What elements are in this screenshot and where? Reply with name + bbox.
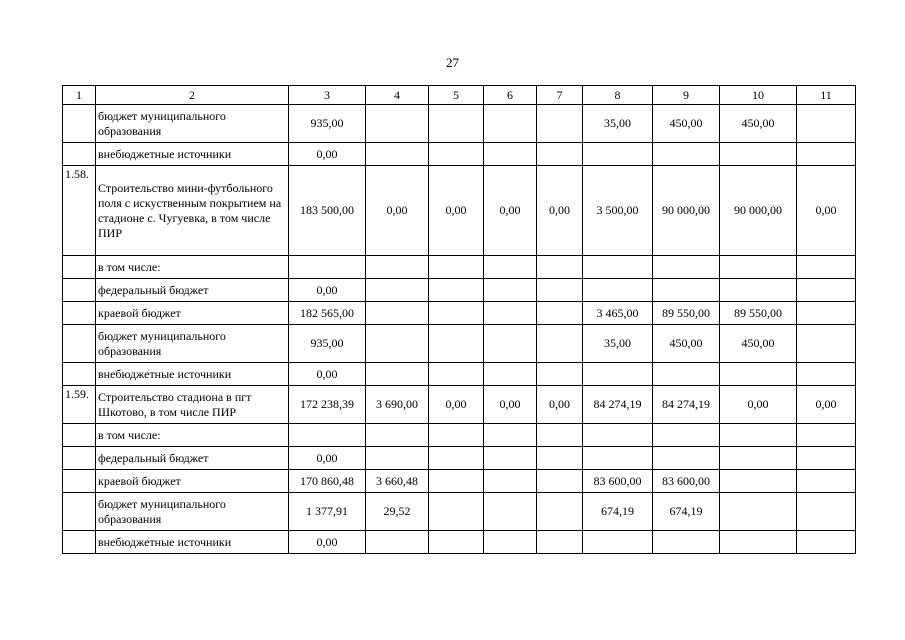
table-cell: [583, 279, 653, 302]
table-cell: [537, 279, 583, 302]
table-cell: 3 500,00: [583, 166, 653, 256]
table-row: [63, 386, 856, 424]
table-row: [63, 363, 856, 386]
table-cell: [484, 302, 537, 325]
table-cell: 450,00: [653, 325, 720, 363]
table-cell: [289, 424, 366, 447]
table-cell: [537, 363, 583, 386]
table-row: [63, 531, 856, 554]
table-cell: 182 565,00: [289, 302, 366, 325]
table-cell: 0,00: [797, 166, 856, 256]
row-description-cell: внебюджетные источники: [96, 143, 289, 166]
table-cell: [484, 105, 537, 143]
row-index-cell: [63, 424, 96, 447]
table-cell: 0,00: [537, 166, 583, 256]
table-cell: [720, 279, 797, 302]
row-description-cell: федеральный бюджет: [96, 279, 289, 302]
row-description-cell: в том числе:: [96, 424, 289, 447]
table-cell: 0,00: [289, 143, 366, 166]
column-header: 10: [720, 86, 797, 105]
table-cell: 0,00: [289, 447, 366, 470]
table-cell: [366, 302, 429, 325]
table-cell: [366, 256, 429, 279]
table-cell: [583, 447, 653, 470]
table-cell: [583, 143, 653, 166]
column-header: 4: [366, 86, 429, 105]
table-cell: [653, 256, 720, 279]
table-cell: 3 465,00: [583, 302, 653, 325]
row-index-cell: [63, 531, 96, 554]
table-cell: [583, 531, 653, 554]
table-cell: 935,00: [289, 325, 366, 363]
table-cell: [429, 531, 484, 554]
column-header: 5: [429, 86, 484, 105]
table-cell: [484, 325, 537, 363]
table-cell: 0,00: [429, 386, 484, 424]
table-cell: 450,00: [720, 105, 797, 143]
table-row: [63, 325, 856, 363]
column-header: 8: [583, 86, 653, 105]
table-cell: [720, 256, 797, 279]
row-index-cell: [63, 302, 96, 325]
column-header: 7: [537, 86, 583, 105]
table-cell: 0,00: [289, 279, 366, 302]
table-cell: [429, 424, 484, 447]
table-cell: [484, 256, 537, 279]
row-description-cell: внебюджетные источники: [96, 363, 289, 386]
column-header: 3: [289, 86, 366, 105]
column-header: 1: [63, 86, 96, 105]
table-row: [63, 447, 856, 470]
row-description-cell: бюджет муниципального образования: [96, 105, 289, 143]
table-cell: [537, 447, 583, 470]
table-cell: [797, 493, 856, 531]
table-row: [63, 302, 856, 325]
row-description-cell: федеральный бюджет: [96, 447, 289, 470]
table-cell: [797, 531, 856, 554]
table-cell: [366, 325, 429, 363]
table-cell: [537, 470, 583, 493]
table-cell: [797, 302, 856, 325]
row-description-cell: бюджет муниципального образования: [96, 493, 289, 531]
table-cell: 35,00: [583, 325, 653, 363]
table-cell: [366, 279, 429, 302]
table-cell: [653, 447, 720, 470]
table-cell: [484, 470, 537, 493]
table-row: [63, 143, 856, 166]
table-cell: [720, 531, 797, 554]
table-cell: [797, 256, 856, 279]
table-cell: 0,00: [484, 166, 537, 256]
table-cell: 84 274,19: [653, 386, 720, 424]
table-cell: [537, 256, 583, 279]
row-description-cell: в том числе:: [96, 256, 289, 279]
table-cell: [797, 143, 856, 166]
table-cell: [484, 363, 537, 386]
table-cell: 3 690,00: [366, 386, 429, 424]
table-cell: 183 500,00: [289, 166, 366, 256]
table-cell: [797, 105, 856, 143]
table-cell: [797, 470, 856, 493]
table-cell: 89 550,00: [720, 302, 797, 325]
table-cell: [429, 143, 484, 166]
row-index-cell: [63, 105, 96, 143]
table-cell: [720, 447, 797, 470]
table-cell: [429, 363, 484, 386]
column-header: 9: [653, 86, 720, 105]
table-row: [63, 256, 856, 279]
table-cell: [583, 363, 653, 386]
budget-table: [62, 85, 856, 554]
table-cell: [537, 325, 583, 363]
table-cell: [720, 363, 797, 386]
table-cell: [583, 424, 653, 447]
row-index-cell: [63, 493, 96, 531]
column-header: 6: [484, 86, 537, 105]
table-cell: 0,00: [289, 363, 366, 386]
table-cell: [720, 143, 797, 166]
table-cell: [484, 279, 537, 302]
row-description-cell: Строительство стадиона в пгт Шкотово, в том числе ПИР: [96, 386, 289, 424]
table-cell: [429, 279, 484, 302]
table-cell: 84 274,19: [583, 386, 653, 424]
table-row: [63, 424, 856, 447]
table-cell: [653, 424, 720, 447]
table-cell: [484, 493, 537, 531]
row-index-cell: 1.58.: [63, 166, 96, 256]
table-cell: 89 550,00: [653, 302, 720, 325]
table-cell: [797, 279, 856, 302]
table-cell: 0,00: [289, 531, 366, 554]
table-cell: [653, 279, 720, 302]
table-cell: [720, 470, 797, 493]
table-cell: [289, 256, 366, 279]
table-cell: 674,19: [583, 493, 653, 531]
table-cell: [366, 531, 429, 554]
column-header: 11: [797, 86, 856, 105]
table-row: [63, 279, 856, 302]
table-cell: [429, 302, 484, 325]
table-cell: [366, 424, 429, 447]
table-cell: [537, 424, 583, 447]
table-cell: [653, 531, 720, 554]
table-cell: [484, 424, 537, 447]
table-cell: [429, 105, 484, 143]
table-cell: [797, 325, 856, 363]
table-cell: 0,00: [366, 166, 429, 256]
table-cell: 90 000,00: [720, 166, 797, 256]
table-cell: [720, 424, 797, 447]
table-cell: [429, 325, 484, 363]
row-index-cell: [63, 363, 96, 386]
table-cell: [366, 143, 429, 166]
table-cell: [366, 363, 429, 386]
row-description-cell: внебюджетные источники: [96, 531, 289, 554]
table-cell: [797, 447, 856, 470]
table-cell: [484, 531, 537, 554]
row-description-cell: краевой бюджет: [96, 302, 289, 325]
table-cell: [797, 424, 856, 447]
row-index-cell: [63, 143, 96, 166]
table-header-row: [63, 86, 856, 105]
table-cell: [429, 493, 484, 531]
table-cell: 935,00: [289, 105, 366, 143]
table-cell: [429, 256, 484, 279]
row-index-cell: [63, 470, 96, 493]
table-cell: [429, 470, 484, 493]
table-cell: [537, 302, 583, 325]
table-cell: 90 000,00: [653, 166, 720, 256]
page-number: 27: [446, 55, 459, 70]
table-cell: 83 600,00: [583, 470, 653, 493]
table-cell: 0,00: [429, 166, 484, 256]
table-cell: 170 860,48: [289, 470, 366, 493]
table-cell: [653, 363, 720, 386]
table-cell: 0,00: [797, 386, 856, 424]
table-row: [63, 470, 856, 493]
table-cell: 0,00: [720, 386, 797, 424]
row-index-cell: [63, 279, 96, 302]
table-cell: [537, 493, 583, 531]
table-cell: 450,00: [720, 325, 797, 363]
table-cell: [484, 143, 537, 166]
row-index-cell: 1.59.: [63, 386, 96, 424]
row-description-cell: краевой бюджет: [96, 470, 289, 493]
table-cell: [537, 105, 583, 143]
table-cell: 83 600,00: [653, 470, 720, 493]
table-row: [63, 105, 856, 143]
table-cell: [366, 105, 429, 143]
row-index-cell: [63, 447, 96, 470]
table-cell: 172 238,39: [289, 386, 366, 424]
table-cell: 3 660,48: [366, 470, 429, 493]
column-header: 2: [96, 86, 289, 105]
row-index-cell: [63, 256, 96, 279]
table-row: [63, 493, 856, 531]
table-cell: [484, 447, 537, 470]
table-cell: 0,00: [484, 386, 537, 424]
table-cell: [537, 143, 583, 166]
table-cell: 0,00: [537, 386, 583, 424]
table-cell: [720, 493, 797, 531]
table-cell: [366, 447, 429, 470]
table-cell: 35,00: [583, 105, 653, 143]
table-cell: [797, 363, 856, 386]
table-cell: 674,19: [653, 493, 720, 531]
table-cell: [653, 143, 720, 166]
table-cell: 450,00: [653, 105, 720, 143]
row-description-cell: бюджет муниципального образования: [96, 325, 289, 363]
table-cell: [583, 256, 653, 279]
row-description-cell: Строительство мини-футбольного поля с искуственным покрытием на стадионе с. Чугуевка, в том числе ПИР: [96, 166, 289, 256]
table-row: [63, 166, 856, 256]
table-cell: [429, 447, 484, 470]
row-index-cell: [63, 325, 96, 363]
table-cell: 1 377,91: [289, 493, 366, 531]
table-cell: 29,52: [366, 493, 429, 531]
table-cell: [537, 531, 583, 554]
